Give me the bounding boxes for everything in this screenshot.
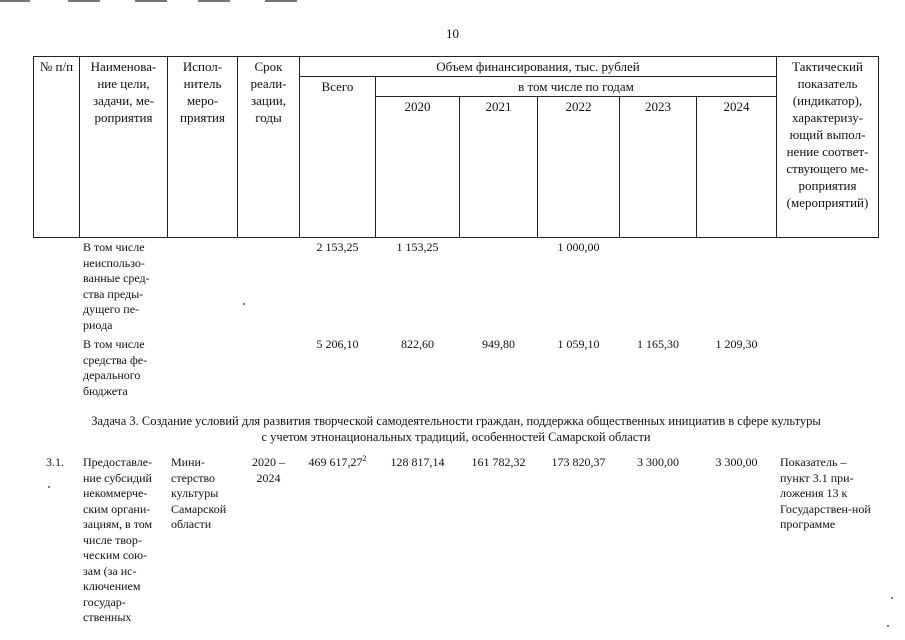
item-term: 2020 – 2024 <box>252 455 285 485</box>
header-year-2020: 2020 <box>376 97 460 238</box>
row-name: В том числе средства фе-дерального бюджета <box>83 337 148 398</box>
scan-speck <box>887 625 889 627</box>
header-year-2023: 2023 <box>620 97 697 238</box>
row-2022: 1 000,00 <box>557 240 600 254</box>
row-num <box>34 335 80 401</box>
task-heading-row <box>34 401 879 453</box>
header-year-2024: 2024 <box>697 97 777 238</box>
row-indicator <box>777 238 879 336</box>
scan-speck <box>48 486 50 488</box>
row-2023: 1 165,30 <box>637 337 679 351</box>
task-heading-line-1: Задача 3. Создание условий для развития творческой самодеятельности граждан, поддержка общественных инициатив в сфере культуры <box>91 414 821 428</box>
row-2020: 822,60 <box>401 337 434 351</box>
row-total: 2 153,25 <box>316 240 359 254</box>
row-2021: 949,80 <box>482 337 515 351</box>
item-2020: 128 817,14 <box>390 455 445 469</box>
header-total: Всего <box>300 77 376 238</box>
row-name: В том числе неиспользо-ванные сред-ства преды-дущего пе-риода <box>83 240 150 332</box>
row-2024: 1 209,30 <box>715 337 758 351</box>
row-2020: 1 153,25 <box>396 240 439 254</box>
header-term: Срок реали-зации, годы <box>238 57 300 238</box>
item-num: 3.1. <box>46 455 64 469</box>
task-heading-line-2: с учетом этнонациональных традиций, особенностей Самарской области <box>261 430 651 444</box>
row-executor <box>168 238 238 336</box>
row-2023 <box>620 238 697 336</box>
task-heading <box>34 401 879 453</box>
item-executor: Мини-стерство культуры Самарской области <box>171 455 227 531</box>
table-row-3-1 <box>34 453 879 628</box>
row-executor <box>168 335 238 401</box>
row-2024 <box>697 238 777 336</box>
header-funding: Объем финансирования, тыс. рублей <box>300 57 777 77</box>
table-row <box>34 335 879 401</box>
header-year-2022: 2022 <box>538 97 620 238</box>
header-by-years: в том числе по годам <box>376 77 777 97</box>
header-indicator: Тактический показатель (индикатор), характеризу-ющий выпол-нение соответ-ствующего ме-роприятия (мероприятий) <box>777 57 879 238</box>
row-2021 <box>460 238 538 336</box>
footnote-mark: 2 <box>362 454 367 463</box>
row-indicator <box>777 335 879 401</box>
row-total: 5 206,10 <box>316 337 359 351</box>
item-2024: 3 300,00 <box>715 455 758 469</box>
scan-speck <box>243 303 245 305</box>
item-2023: 3 300,00 <box>637 455 679 469</box>
row-num <box>34 238 80 336</box>
top-edge-marks <box>0 0 905 4</box>
row-2022: 1 059,10 <box>557 337 600 351</box>
item-total: 469 617,27$^2$ <box>308 454 367 469</box>
item-indicator: Показатель – пункт 3.1 при-ложения 13 к Государствен-ной программе <box>780 455 871 531</box>
scan-speck <box>891 597 893 599</box>
row-term <box>238 238 300 336</box>
item-2022: 173 820,37 <box>551 455 606 469</box>
header-num: № п/п <box>34 57 80 238</box>
item-2021: 161 782,32 <box>471 455 526 469</box>
header-name: Наименова-ние цели, задачи, ме-роприятия <box>80 57 168 238</box>
item-name: Предоставле-ние субсидий некоммерче-ским органи-зациям, в том числе твор-ческим сою-зам (за ис-ключением государ-ственных <box>83 455 153 624</box>
header-year-2021: 2021 <box>460 97 538 238</box>
header-executor: Испол-нитель меро-приятия <box>168 57 238 238</box>
table-row <box>34 238 879 336</box>
page-number: 10 <box>446 26 459 41</box>
funding-table <box>33 56 879 628</box>
row-term <box>238 335 300 401</box>
